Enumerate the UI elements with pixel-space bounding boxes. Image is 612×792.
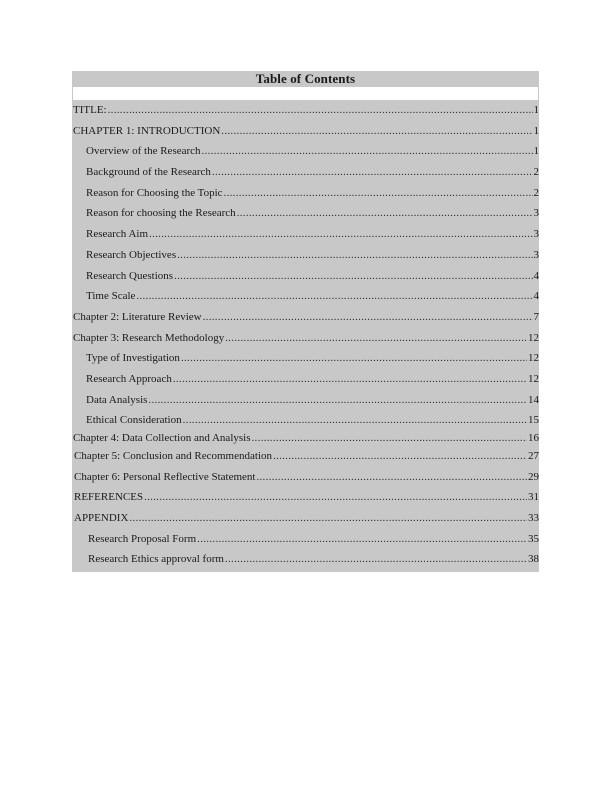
toc-leader-dots bbox=[224, 183, 533, 204]
toc-leader-dots bbox=[129, 508, 527, 529]
toc-entry-chapter-5[interactable] bbox=[72, 446, 539, 467]
toc-entry-label: Research Ethics approval form bbox=[88, 553, 224, 566]
toc-leader-dots bbox=[136, 286, 532, 307]
toc-entry-page: 3 bbox=[533, 207, 539, 220]
toc-entry-label: Chapter 3: Research Methodology bbox=[73, 331, 225, 344]
toc-leader-dots bbox=[149, 224, 532, 245]
toc-entry-label: Reason for choosing the Research bbox=[86, 207, 236, 220]
toc-leader-dots bbox=[174, 266, 532, 287]
toc-entry-page: 35 bbox=[528, 532, 539, 545]
toc-entry-page: 4 bbox=[533, 269, 539, 282]
toc-entry-label: Research Approach bbox=[86, 372, 172, 385]
toc-entry-label: Chapter 6: Personal Reflective Statement bbox=[74, 470, 256, 483]
toc-entry-data-analysis[interactable] bbox=[72, 390, 539, 411]
toc-leader-dots bbox=[197, 529, 527, 550]
toc-leader-dots bbox=[202, 141, 533, 162]
toc-entry-references[interactable] bbox=[72, 487, 539, 508]
toc-entry-label: Reason for Choosing the Topic bbox=[86, 186, 223, 199]
toc-leader-dots bbox=[212, 162, 533, 183]
toc-leader-dots bbox=[252, 431, 528, 446]
toc-entry-page: 7 bbox=[533, 310, 539, 323]
toc-leader-dots bbox=[225, 549, 527, 570]
toc-entry-page: 1 bbox=[533, 124, 539, 137]
toc-entry-page: 3 bbox=[533, 228, 539, 241]
toc-leader-dots bbox=[273, 446, 527, 467]
toc-entry-page: 12 bbox=[528, 352, 539, 365]
toc-entry-page: 2 bbox=[533, 186, 539, 199]
toc-leader-dots bbox=[108, 100, 533, 121]
toc-entry-ethical-consideration[interactable] bbox=[72, 410, 539, 431]
toc-entry-label: Research Aim bbox=[86, 228, 149, 241]
toc-leader-dots bbox=[173, 369, 527, 390]
toc-entry-label: Data Analysis bbox=[86, 393, 148, 406]
toc-entry-page: 33 bbox=[528, 512, 539, 525]
toc-entry-label: CHAPTER 1: INTRODUCTION bbox=[73, 124, 221, 137]
toc-entry-background[interactable] bbox=[72, 162, 539, 183]
toc-entry-research-aim[interactable] bbox=[72, 224, 539, 245]
table-of-contents bbox=[72, 71, 539, 572]
toc-leader-dots bbox=[148, 390, 527, 411]
toc-leader-dots bbox=[183, 410, 527, 431]
toc-entry-label: Research Proposal Form bbox=[88, 532, 197, 545]
toc-spacer bbox=[72, 87, 539, 100]
toc-entry-page: 1 bbox=[533, 104, 539, 116]
toc-entry-type-investigation[interactable] bbox=[72, 348, 539, 369]
toc-entry-label: Ethical Consideration bbox=[86, 414, 182, 427]
toc-entry-label: Research Objectives bbox=[86, 248, 177, 261]
toc-entry-reason-research[interactable] bbox=[72, 203, 539, 224]
toc-leader-dots bbox=[256, 467, 527, 488]
toc-entries bbox=[72, 100, 539, 572]
toc-entry-research-questions[interactable] bbox=[72, 266, 539, 287]
toc-leader-dots bbox=[177, 245, 532, 266]
toc-entry-overview[interactable] bbox=[72, 141, 539, 162]
toc-entry-page: 27 bbox=[528, 450, 539, 462]
toc-entry-proposal-form[interactable] bbox=[72, 529, 539, 550]
toc-entry-label: Chapter 2: Literature Review bbox=[73, 310, 202, 323]
toc-entry-label: Overview of the Research bbox=[86, 145, 201, 158]
toc-entry-title[interactable] bbox=[72, 100, 539, 121]
toc-entry-chapter-4[interactable] bbox=[72, 431, 539, 446]
toc-entry-label: REFERENCES bbox=[74, 491, 144, 504]
toc-entry-appendix[interactable] bbox=[72, 508, 539, 529]
toc-leader-dots bbox=[225, 328, 527, 349]
toc-title: Table of Contents bbox=[72, 71, 539, 87]
toc-leader-dots bbox=[144, 487, 527, 508]
toc-entry-research-approach[interactable] bbox=[72, 369, 539, 390]
toc-leader-dots bbox=[221, 121, 532, 142]
toc-entry-ethics-approval-form[interactable] bbox=[72, 549, 539, 570]
toc-leader-dots bbox=[237, 203, 533, 224]
toc-entry-label: TITLE: bbox=[73, 104, 107, 116]
toc-entry-chapter-6[interactable] bbox=[72, 467, 539, 488]
toc-entry-label: Chapter 5: Conclusion and Recommendation bbox=[74, 450, 272, 462]
toc-entry-page: 16 bbox=[528, 432, 539, 444]
toc-entry-page: 3 bbox=[533, 248, 539, 261]
toc-leader-dots bbox=[203, 307, 533, 328]
toc-entry-page: 4 bbox=[533, 290, 539, 303]
toc-entry-chapter-2[interactable] bbox=[72, 307, 539, 328]
toc-entry-page: 29 bbox=[528, 470, 539, 483]
toc-entry-label: Time Scale bbox=[86, 290, 136, 303]
toc-entry-label: Background of the Research bbox=[86, 166, 211, 179]
toc-entry-label: Chapter 4: Data Collection and Analysis bbox=[73, 432, 251, 444]
toc-entry-page: 38 bbox=[528, 553, 539, 566]
toc-entry-chapter-1[interactable] bbox=[72, 121, 539, 142]
toc-entry-page: 1 bbox=[533, 145, 539, 158]
toc-entry-time-scale[interactable] bbox=[72, 286, 539, 307]
toc-entry-page: 15 bbox=[528, 414, 539, 427]
toc-entry-chapter-3[interactable] bbox=[72, 328, 539, 349]
toc-entry-page: 31 bbox=[528, 491, 539, 504]
toc-leader-dots bbox=[181, 348, 527, 369]
toc-entry-page: 12 bbox=[528, 372, 539, 385]
toc-entry-research-objectives[interactable] bbox=[72, 245, 539, 266]
toc-entry-label: Research Questions bbox=[86, 269, 174, 282]
toc-entry-label: APPENDIX bbox=[74, 512, 129, 525]
toc-entry-reason-topic[interactable] bbox=[72, 183, 539, 204]
toc-entry-page: 2 bbox=[533, 166, 539, 179]
toc-entry-page: 12 bbox=[528, 331, 539, 344]
toc-entry-page: 14 bbox=[528, 393, 539, 406]
toc-entry-label: Type of Investigation bbox=[86, 352, 180, 365]
